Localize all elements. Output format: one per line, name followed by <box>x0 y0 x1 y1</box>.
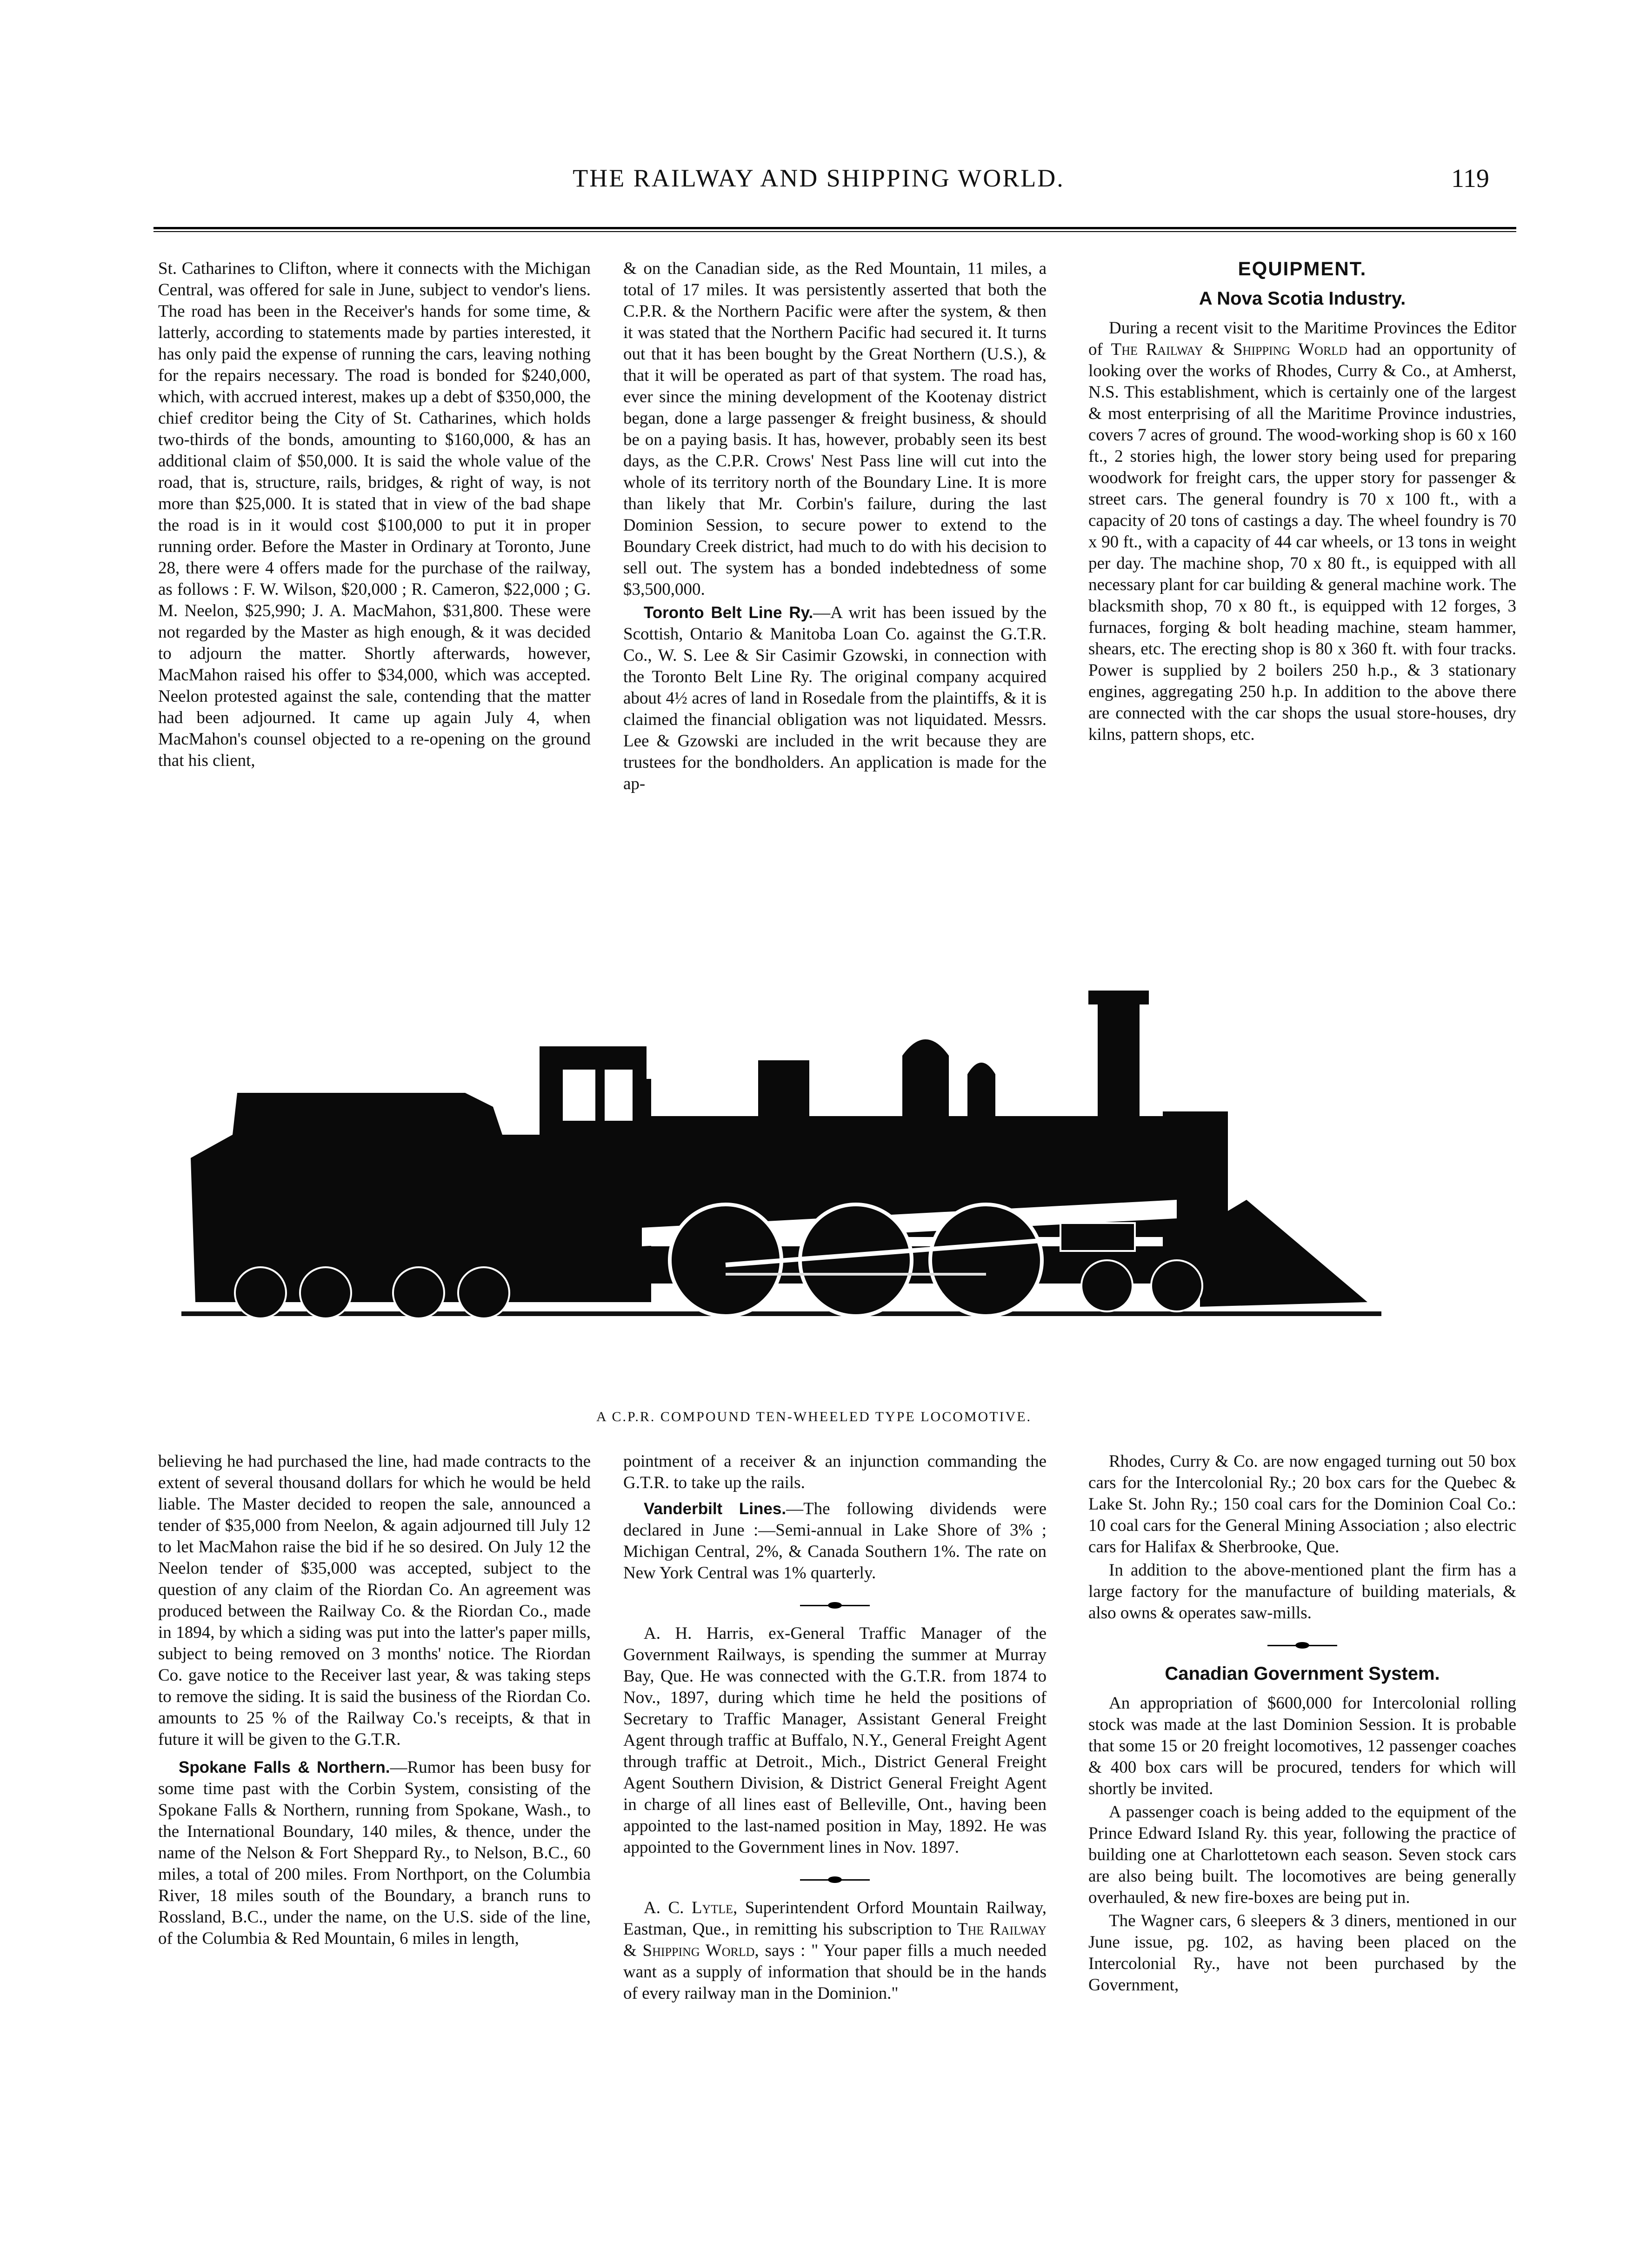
column-1-bottom <box>158 1451 591 1951</box>
section-heading-equipment: EQUIPMENT. <box>1238 258 1367 279</box>
publication-name: The Railway & Shipping World <box>623 1920 1047 1960</box>
paragraph: & on the Canadian side, as the Red Mountain, 11 miles, a total of 17 miles. It was persistently asserted that both the C.P.R. & the Northern Pacific were after the system, & then it was stated that the Northern Pacific had secured it. It turns out that it has been bought by the Great Northern (U.S.), & that it will be operated as part of that system. The road has, ever since the mining development of the Kootenay district began, done a large passenger & freight business, & should be on a paying basis. It has, however, probably seen its best days, as the C.P.R. Crows' Nest Pass line will cut into the whole of its territory north of the Boundary Line. It is more than likely that Mr. Corbin's failure, during the last Dominion Session, to secure power to extend to the Boundary Creek district, had much to do with his decision to sell out. The system has a bonded indebtedness of some $3,500,000. <box>623 259 1047 599</box>
paragraph: A passenger coach is being added to the equipment of the Prince Edward Island Ry. this year, following the practice of building one at Charlottetown each season. Seven stock cars are also being built. The locomotives are being generally overhauled, & new fire-boxes are being put in. <box>1088 1802 1516 1907</box>
column-2-bottom <box>623 1451 1047 2006</box>
paragraph: An appropriation of $600,000 for Intercolonial rolling stock was made at the last Dominion Session. It is probable that some 15 or 20 freight locomotives, 12 passenger coaches & 400 box cars will be procured, tenders for which will shortly be invited. <box>1088 1694 1516 1798</box>
text: , says : " Your paper fills a much needed want as a supply of information that should be in the hands of every railway man in the Dominion." <box>623 1941 1047 2003</box>
article-heading-canadian-government: Canadian Government System. <box>1165 1663 1440 1684</box>
text: During a recent visit to the Maritime Provinces the Editor of <box>1088 319 1516 359</box>
paragraph <box>1088 318 1516 745</box>
run-in-heading: Toronto Belt Line Ry. <box>644 604 813 622</box>
paragraph-spokane-falls <box>158 1757 591 1949</box>
paragraph-harris: A. H. Harris, ex-General Traffic Manager of the Government Railways, is spending the summer at Murray Bay, Que. He was connected with the G.T.R. from 1874 to Nov., 1897, during which time he held the positions of Secretary to Traffic Manager, Assistant General Freight Agent through traffic at Buffalo, N.Y., General Freight Agent through traffic at Detroit., Mich., District General Freight Agent Southern Division, & District General Freight Agent in charge of all lines east of Belleville, Ont., having been appointed to the last-named position in May, 1892. He was appointed to the Government lines in Nov. 1897. <box>623 1624 1047 1857</box>
column-3-top <box>1088 258 1516 747</box>
column-1-top <box>158 258 591 773</box>
column-2-top <box>623 258 1047 797</box>
paragraph-text: —The following dividends were declared in June :—Semi-annual in Lake Shore of 3% ; Michigan Central, 2%, & Canada Southern 1%. The rate on New York Central was 1% quarterly. <box>623 1499 1047 1583</box>
paragraph: St. Catharines to Clifton, where it connects with the Michigan Central, was offered for sale in June, subject to vendor's liens. The road has been in the Receiver's hands for some time, & latterly, according to statements made by parties interested, it has only paid the expense of running the cars, leaving nothing for the repairs necessary. The road is bonded for $240,000, which, with accrued interest, makes up a debt of $350,000, the chief creditor being the City of St. Catharines, which holds two-thirds of the bonds, amounting to $160,000, & has an additional claim of $50,000. It is said the whole value of the road, that is, structure, rails, bridges, & right of way, is not more than $25,000. It is stated that in view of the bad shape the road is in it would cost $100,000 to put it in proper running order. Before the Master in Ordinary at Toronto, June 28, there were 4 offers made for the purchase of the railway, as follows : F. W. Wilson, $20,000 ; R. Cameron, $22,000 ; G. M. Neelon, $25,990; J. A. MacMahon, $31,800. These were not regarded by the Master as high enough, & it was decided to adjourn the matter. Shortly afterwards, however, MacMahon raised his offer to $34,000, which was accepted. Neelon protested against the sale, contending that the matter had been adjourned. It came up again July 4, when MacMahon's counsel objected to a re-opening on the ground that his client, <box>158 259 591 770</box>
run-in-heading: Vanderbilt Lines. <box>644 1500 787 1518</box>
column-3-bottom <box>1088 1451 1516 1998</box>
locomotive-illustration <box>177 939 1386 1358</box>
paragraph: In addition to the above-mentioned plant the firm has a large factory for the manufacture of building materials, & also owns & operates saw-mills. <box>1088 1561 1516 1623</box>
text: A. C. <box>644 1898 692 1917</box>
paragraph: The Wagner cars, 6 sleepers & 3 diners, mentioned in our June issue, pg. 102, as having been placed on the Intercolonial Ry., have not been purchased by the Government, <box>1088 1911 1516 1995</box>
paragraph-text: —A writ has been issued by the Scottish, Ontario & Manitoba Loan Co. against the G.T.R. Co., W. S. Lee & Sir Casimir Gzowski, in connection with the Toronto Belt Line Ry. The original company acquired about 4½ acres of land in Rosedale from the plaintiffs, & it is claimed the financial obligation was not liquidated. Messrs. Lee & Gzowski are included in the writ because they are trustees for the bondholders. An application is made for the ap- <box>623 603 1047 793</box>
run-in-heading: Spokane Falls & Northern. <box>179 1758 390 1776</box>
paragraph: Rhodes, Curry & Co. are now engaged turning out 50 box cars for the Intercolonial Ry.; 20 box cars for the Quebec & Lake St. John Ry.; 150 coal cars for the Dominion Coal Co.: 10 coal cars for the General Mining Association ; also electric cars for Halifax & Sherbrooke, Que. <box>1088 1452 1516 1556</box>
paragraph-vanderbilt-lines <box>623 1498 1047 1584</box>
paragraph-toronto-belt-line <box>623 602 1047 795</box>
person-name: Lytle <box>691 1898 733 1917</box>
ornament-divider <box>623 1865 1047 1886</box>
ornament-divider <box>623 1590 1047 1612</box>
paragraph-text: —Rumor has been busy for some time past with the Corbin System, consisting of the Spokane Falls & Northern, running from Spokane, Wash., to the International Boundary, 140 miles, & thence, under the name of the Nelson & Fort Sheppard Ry., to Nelson, B.C., 60 miles, a total of 200 miles. From Northport, on the Columbia River, 18 miles south of the Boundary, a branch runs to Rossland, B.C., under the name, on the U.S. side of the line, of the Columbia & Red Mountain, 6 miles in length, <box>158 1758 591 1948</box>
text: had an opportunity of looking over the works of Rhodes, Curry & Co., at Amherst, N.S. This establishment, which is certainly one of the largest & most enterprising of all the Maritime Province industries, covers 7 acres of ground. The wood-working shop is 60 x 160 ft., 2 stories high, the lower story being used for preparing woodwork for freight cars, the upper story for passenger & street cars. The general foundry is 70 x 100 ft., with a capacity of 20 tons of castings a day. The wheel foundry is 70 x 90 ft., with a capacity of 44 car wheels, or 13 tons in weight per day. The machine shop, 70 x 80 ft., is equipped with all necessary plant for car building & general machine work. The blacksmith shop, 70 x 80 ft., is equipped with 12 forges, 3 furnaces, forging & bolt heading machine, steam hammer, shears, etc. The erecting shop is 80 x 360 ft. with four tracks. Power is supplied by 2 boilers 250 h.p., & 3 stationary engines, aggregating 250 h.p. In addition to the above there are connected with the car shops the usual store-houses, dry kilns, pattern shops, etc. <box>1088 340 1517 744</box>
ornament-divider <box>1088 1630 1516 1652</box>
text: , Superintendent Orford Mountain Railway, Eastman, Que., in remitting his subscription to <box>623 1898 1047 1939</box>
article-heading-nova-scotia: A Nova Scotia Industry. <box>1199 288 1406 309</box>
running-header-title: THE RAILWAY AND SHIPPING WORLD. <box>573 164 1065 192</box>
header-rule <box>153 227 1516 232</box>
page-number: 119 <box>1451 164 1489 193</box>
paragraph-lytle <box>623 1897 1047 2004</box>
paragraph: believing he had purchased the line, had made contracts to the extent of several thousand dollars for which he would be held liable. The Master decided to reopen the sale, announced a tender of $35,000 from Neelon, & again adjourned till July 12 to let MacMahon raise the bid if he so desired. On July 12 the Neelon tender of $35,000 was accepted, subject to the question of any claim of the Riordan Co. An agreement was produced between the Railway Co. & the Riordan Co., made in 1894, by which a siding was put into the latter's paper mills, subject to being removed on 3 months' notice. The Riordan Co. gave notice to the Receiver last year, & was taking steps to remove the siding. It is said the business of the Riordan Co. amounts to 25 % of the Railway Co.'s receipts, & that in future it will be given to the G.T.R. <box>158 1452 591 1749</box>
figure-caption: A C.P.R. COMPOUND TEN-WHEELED TYPE LOCOMOTIVE. <box>596 1409 1032 1424</box>
publication-name: The Railway & Shipping World <box>1111 340 1347 359</box>
paragraph: pointment of a receiver & an injunction commanding the G.T.R. to take up the rails. <box>623 1452 1047 1492</box>
